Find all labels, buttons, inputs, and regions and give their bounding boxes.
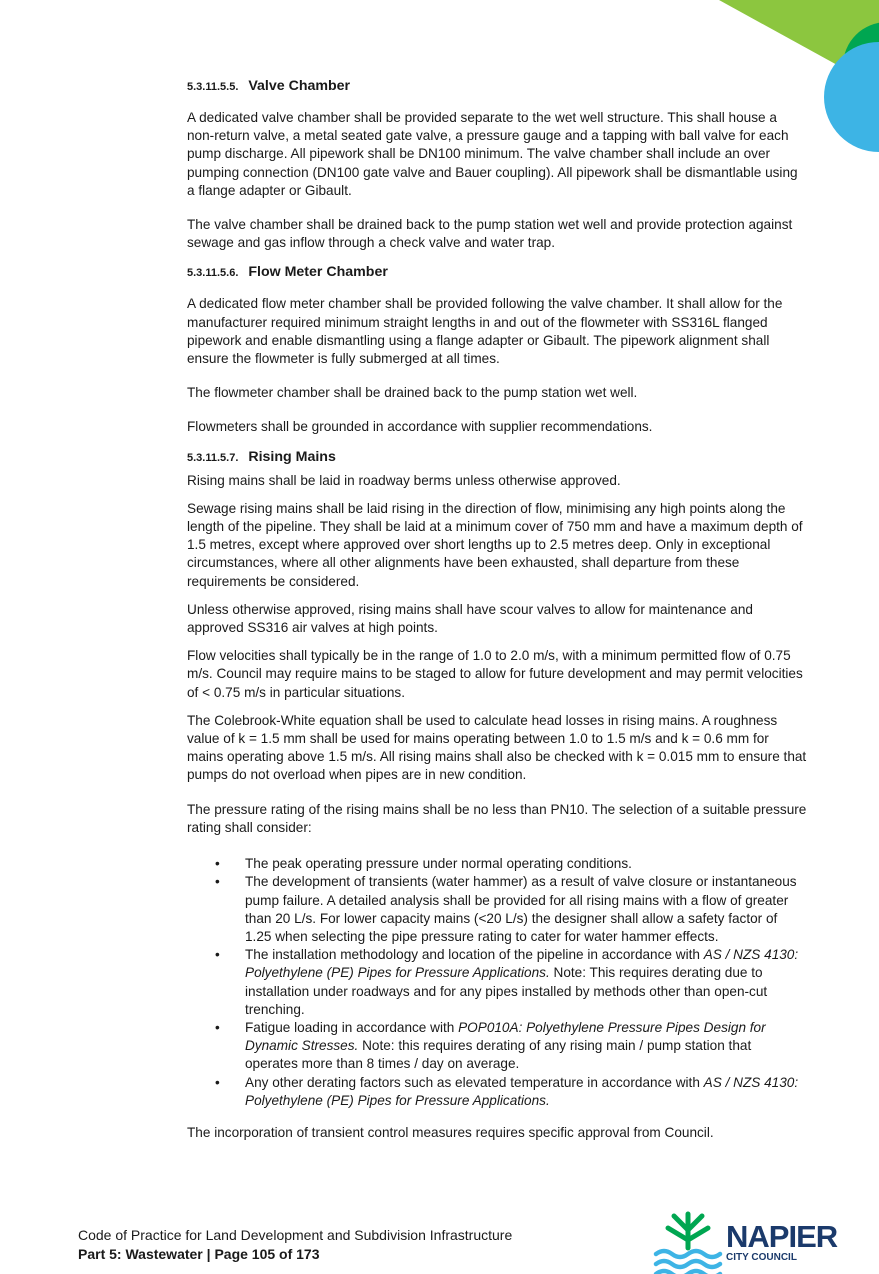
document-title: Code of Practice for Land Development and Subdivision Infrastructure [78,1227,513,1243]
paragraph: The valve chamber shall be drained back to the pump station wet well and provide protection against sewage and gas inflow through a check valve and water trap. [187,217,793,251]
standard-reference: AS / NZS 4130: Polyethylene (PE) Pipes for Pressure Applications. [245,947,799,981]
section-title: Valve Chamber [248,78,351,94]
council-name: NAPIER [726,1219,838,1254]
paragraph: Unless otherwise approved, rising mains shall have scour valves to allow for maintenance and approved SS316 air valves at high points. [187,601,753,636]
document-body [187,76,807,1152]
paragraph: Rising mains shall be laid in roadway berms unless otherwise approved. [187,472,621,488]
standard-reference: AS / NZS 4130: Polyethylene (PE) Pipes for Pressure Applications. [245,1074,799,1108]
list-item: • The peak operating pressure under normal operating conditions. [187,855,807,873]
section-heading-flow-meter-chamber [187,262,807,283]
council-subtitle: CITY COUNCIL [726,1252,797,1263]
paragraph: The flowmeter chamber shall be drained back to the pump station wet well. [187,385,638,401]
page-footer [78,1226,512,1264]
pressure-considerations-list [187,855,807,1110]
bullet-icon: • [215,1074,220,1090]
page-indicator: Part 5: Wastewater | Page 105 of 173 [78,1246,320,1262]
bullet-icon: • [215,947,220,963]
section-number: 5.3.11.5.5. [187,81,239,93]
paragraph: The pressure rating of the rising mains shall be no less than PN10. The selection of a suitable pressure rating shall consider: [187,801,807,835]
bullet-icon: • [215,856,220,872]
paragraph: Sewage rising mains shall be laid rising in the direction of flow, minimising any high points along the length of the pipeline. They shall be laid at a minimum cover of 750 mm and have a maximum depth of 1.5 metres, except where approved over short lengths up to 2.5 metres deep. Only in exceptional circumstances, where all other alignments have been exhausted, shall departure from these requirements be considered. [187,500,803,589]
standard-reference: POP010A: Polyethylene Pressure Pipes Design for Dynamic Stresses. [245,1019,766,1054]
section-number: 5.3.11.5.7. [187,451,239,464]
closing-paragraph: The incorporation of transient control measures requires specific approval from Council. [187,1124,714,1140]
section-heading-rising-mains [187,447,807,468]
bullet-icon: • [215,1019,220,1035]
section-title: Rising Mains [248,448,336,465]
paragraph: A dedicated flow meter chamber shall be provided following the valve chamber. It shall allow for the manufacturer required minimum straight lengths in and out of the flowmeter with SS316L flanged pipework and enable dismantling using a flange adapter or Gibault. The pipework alignment shall ensure the flowmeter is fully submerged at all times. [187,296,783,367]
list-item: • The installation methodology and location of the pipeline in accordance with AS / NZS 4130: Polyethylene (PE) Pipes for Pressure Applications. Note: This requires derating due to installation under roadways and for any pipes installed by methods other than open-cut trenching. [215,947,799,1017]
section-title: Flow Meter Chamber [248,264,388,281]
bullet-icon: • [215,874,220,890]
paragraph: Flow velocities shall typically be in the range of 1.0 to 2.0 m/s, with a minimum permitted flow of 0.75 m/s. Council may require mains to be staged to allow for future development and may permit velocities of < 0.75 m/s in particular situations. [187,648,803,700]
section-heading-valve-chamber [187,76,807,97]
list-item: • Fatigue loading in accordance with POP010A: Polyethylene Pressure Pipes Design for Dynamic Stresses. Note: this requires derating of any rising main / pump station that operates more than 8 times / day on average. [215,1019,766,1072]
paragraph: Flowmeters shall be grounded in accordance with supplier recommendations. [187,419,653,435]
council-logo-text [726,1219,838,1264]
list-item: • The development of transients (water hammer) as a result of valve closure or instantaneous pump failure. A detailed analysis shall be provided for all rising mains with a flow of greater than 20 L/s. For lower capacity mains (<20 L/s) the designer shall allow a safety factor of 1.25 when selecting the pipe pressure rating to cater for water hammer effects. [215,874,797,944]
paragraph: The Colebrook-White equation shall be used to calculate head losses in rising mains. A roughness value of k = 1.5 mm shall be used for mains operating between 1.0 to 1.5 m/s and k = 0.6 mm for mains operating above 1.5 m/s. All rising mains shall also be checked with k = 0.015 mm to ensure that pumps do not overload when pipes are in new condition. [187,712,807,783]
list-item: • Any other derating factors such as elevated temperature in accordance with AS / NZS 4130: Polyethylene (PE) Pipes for Pressure Applications. [215,1074,799,1108]
paragraph: A dedicated valve chamber shall be provided separate to the wet well structure. This shall house a non-return valve, a metal seated gate valve, a pressure gauge and a tapping with ball valve for each pump discharge. All pipework shall be DN100 minimum. The valve chamber shall include an over pumping connection (DN100 gate valve and Bauer coupling). All pipework shall be dismantlable using a flange adapter or Gibault. [187,110,798,198]
section-number: 5.3.11.5.6. [187,267,239,280]
